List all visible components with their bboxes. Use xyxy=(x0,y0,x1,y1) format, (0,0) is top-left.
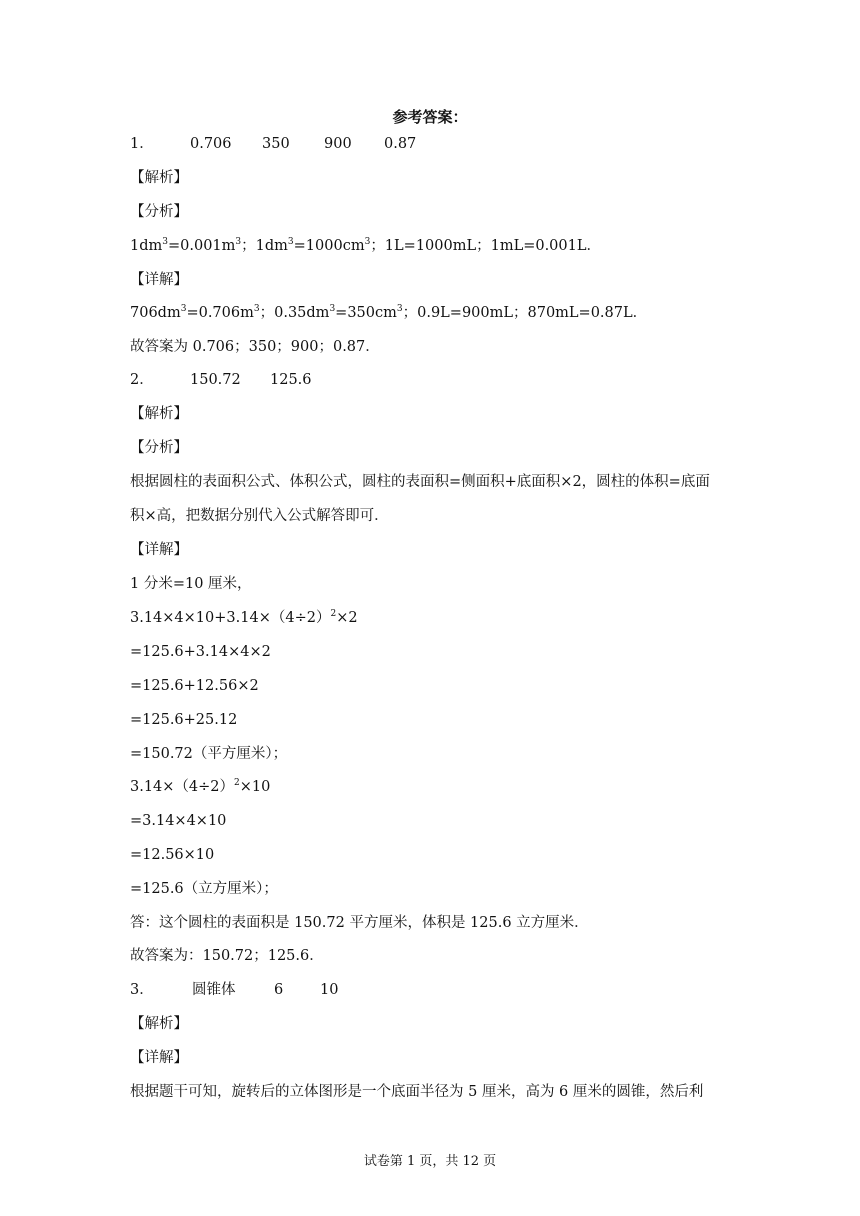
q3-detail: 根据题干可知，旋转后的立体图形是一个底面半径为 5 厘米，高为 6 厘米的圆锥，然后利 xyxy=(130,1084,704,1100)
q2-analysis-line-2: 积×高，把数据分别代入公式解答即可． xyxy=(130,508,389,524)
q2-answer-sentence: 答：这个圆柱的表面积是 150.72 平方厘米，体积是 125.6 立方厘米． xyxy=(130,915,589,931)
q3-answer-3: 10 xyxy=(320,982,339,998)
q3-answer-row xyxy=(130,980,339,1000)
q2-xiangjie-heading: 【详解】 xyxy=(130,542,188,558)
q3-number: 3． xyxy=(130,982,154,998)
q2-answer-2: 125.6 xyxy=(270,372,312,388)
q2-jiexi-heading: 【解析】 xyxy=(130,406,188,422)
q2-step-6: =150.72（平方厘米）； xyxy=(130,746,288,762)
q2-step-1: 1 分米=10 厘米， xyxy=(130,576,252,592)
q1-analysis: $1dm^3=0.001m^3$；$1dm^3=1000cm^3$；1L=1000mL；1mL=0.001L． xyxy=(130,237,601,254)
q1-xiangjie-heading: 【详解】 xyxy=(130,272,188,288)
q2-step-2: $3.14\times 4\times 10+3.14\times(4\div 2)^2\times 2$ xyxy=(130,609,358,626)
q1-detail: $706dm^3=0.706m^3$；$0.35dm^3=350cm^3$；0.9L=900mL；870mL=0.87L． xyxy=(130,304,648,321)
q1-jiexi-heading: 【解析】 xyxy=(130,170,188,186)
q2-conclusion: 故答案为：150.72；125.6． xyxy=(130,948,324,964)
q2-step-4: =125.6+12.56×2 xyxy=(130,678,259,694)
q1-number: 1． xyxy=(130,136,154,152)
page-footer: 试卷第 1 页，共 12 页 xyxy=(363,1154,497,1169)
q2-step-7: $3.14\times(4\div 2)^2\times 10$ xyxy=(130,778,271,795)
q2-number: 2． xyxy=(130,372,154,388)
q1-answer-4: 0.87 xyxy=(384,136,417,152)
q2-step-9: =12.56×10 xyxy=(130,847,215,863)
q2-answer-row xyxy=(130,370,312,390)
q1-fenxi-heading: 【分析】 xyxy=(130,204,188,220)
q2-step-5: =125.6+25.12 xyxy=(130,712,238,728)
q2-fenxi-heading: 【分析】 xyxy=(130,440,188,456)
q3-jiexi-heading: 【解析】 xyxy=(130,1016,188,1032)
q3-xiangjie-heading: 【详解】 xyxy=(130,1050,188,1066)
q1-answer-row xyxy=(130,134,417,154)
q2-analysis-line-1: 根据圆柱的表面积公式、体积公式，圆柱的表面积=侧面积+底面积×2，圆柱的体积=底面 xyxy=(130,474,710,490)
page-title: 参考答案： xyxy=(392,108,468,126)
q3-answer-2: 6 xyxy=(274,982,284,998)
q2-step-10: =125.6（立方厘米）； xyxy=(130,881,278,897)
q1-answer-2: 350 xyxy=(262,136,290,152)
q3-answer-1: 圆锥体 xyxy=(192,982,236,998)
q2-step-8: =3.14×4×10 xyxy=(130,813,227,829)
q2-answer-1: 150.72 xyxy=(190,372,241,388)
q1-answer-1: 0.706 xyxy=(190,136,232,152)
q2-step-3: =125.6+3.14×4×2 xyxy=(130,644,271,660)
q1-conclusion: 故答案为 0.706；350；900；0.87． xyxy=(130,339,380,355)
q1-answer-3: 900 xyxy=(324,136,352,152)
